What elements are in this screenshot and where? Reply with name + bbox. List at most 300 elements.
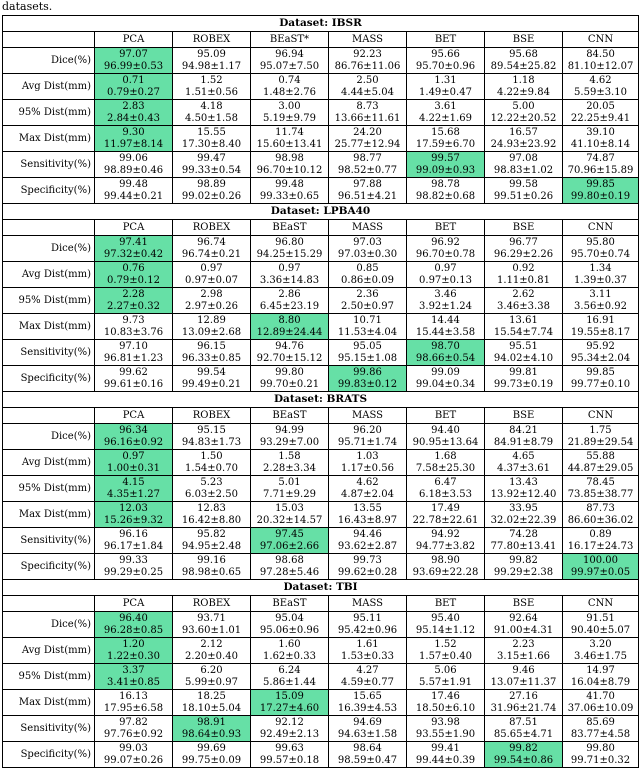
mean-std-value: 99.70±0.21 (259, 378, 320, 390)
mean-std-value: 5.57±1.91 (419, 676, 472, 688)
mean-std-value: 95.07±7.50 (259, 60, 320, 72)
value-cell (563, 638, 639, 664)
mean-std-value: 1.48±2.76 (263, 86, 316, 98)
mean-std-value: 98.82±0.68 (415, 190, 476, 202)
mean-std-value: 17.30±8.40 (181, 138, 242, 150)
value-cell (407, 366, 485, 392)
value-cell (251, 424, 329, 450)
mean-std-value: 4.22±1.69 (419, 112, 472, 124)
method-header: BSE (485, 220, 563, 236)
metric-label: Max Dist(mm) (3, 502, 95, 528)
median-value: 17.46 (431, 691, 460, 702)
mean-std-value: 99.09±0.93 (415, 164, 476, 176)
value-cell (173, 178, 251, 204)
value-cell (173, 476, 251, 502)
method-header: BEaST (251, 220, 329, 236)
mean-std-value: 90.40±5.07 (570, 624, 631, 636)
mean-std-value: 97.28±5.46 (259, 566, 320, 578)
median-value: 98.98 (275, 153, 304, 164)
method-header: ROBEX (173, 220, 251, 236)
metric-label: Avg Dist(mm) (3, 450, 95, 476)
median-value: 3.00 (278, 101, 301, 112)
mean-std-value: 1.17±0.56 (341, 462, 394, 474)
header-blank-cell (3, 596, 95, 612)
mean-std-value: 6.45±23.19 (259, 300, 320, 312)
mean-std-value: 99.77±0.10 (570, 378, 631, 390)
method-header: BET (407, 596, 485, 612)
value-cell (329, 742, 407, 768)
value-cell (95, 340, 173, 366)
median-value: 99.48 (275, 179, 304, 190)
value-cell (563, 502, 639, 528)
median-value: 97.41 (119, 237, 148, 248)
mean-std-value: 1.51±0.56 (185, 86, 238, 98)
metric-label: Dice(%) (3, 424, 95, 450)
mean-std-value: 4.35±1.27 (107, 488, 160, 500)
median-value: 1.58 (278, 451, 301, 462)
value-cell (251, 100, 329, 126)
table-row (3, 288, 639, 314)
mean-std-value: 1.00±0.31 (107, 462, 160, 474)
mean-std-value: 92.70±15.12 (256, 352, 323, 364)
metric-label: Sensitivity(%) (3, 716, 95, 742)
value-cell (173, 288, 251, 314)
value-cell (563, 262, 639, 288)
median-value: 2.23 (512, 639, 535, 650)
median-value: 96.77 (509, 237, 538, 248)
mean-std-value: 13.07±11.37 (490, 676, 557, 688)
mean-std-value: 99.33±0.54 (181, 164, 242, 176)
value-cell (407, 690, 485, 716)
mean-std-value: 18.10±5.04 (181, 702, 242, 714)
mean-std-value: 15.26±9.32 (103, 514, 164, 526)
metric-label: 95% Dist(mm) (3, 288, 95, 314)
mean-std-value: 96.70±10.12 (256, 164, 323, 176)
value-cell (407, 664, 485, 690)
value-cell (329, 450, 407, 476)
mean-std-value: 3.36±14.83 (259, 274, 320, 286)
value-cell (251, 152, 329, 178)
median-value: 15.65 (353, 691, 382, 702)
method-header-row (3, 220, 639, 236)
value-cell (407, 742, 485, 768)
method-header: BSE (485, 596, 563, 612)
value-cell (251, 742, 329, 768)
median-value: 1.34 (589, 263, 612, 274)
value-cell (173, 450, 251, 476)
median-value: 11.74 (275, 127, 304, 138)
table-row (3, 664, 639, 690)
mean-std-value: 98.52±0.77 (337, 164, 398, 176)
mean-std-value: 85.65±4.71 (493, 728, 554, 740)
median-value: 4.15 (122, 477, 145, 488)
median-value: 2.83 (122, 101, 145, 112)
median-value: 1.61 (356, 639, 379, 650)
median-value: 99.85 (586, 367, 615, 378)
mean-std-value: 94.83±1.73 (181, 436, 242, 448)
median-value: 1.50 (200, 451, 223, 462)
median-value: 27.16 (509, 691, 538, 702)
method-header: BEaST* (251, 32, 329, 48)
median-value: 2.62 (512, 289, 535, 300)
value-cell (251, 638, 329, 664)
median-value: 1.31 (434, 75, 457, 86)
metric-label: Max Dist(mm) (3, 690, 95, 716)
mean-std-value: 99.07±0.26 (103, 754, 164, 766)
mean-std-value: 1.49±0.47 (419, 86, 472, 98)
value-cell (251, 126, 329, 152)
table-row (3, 528, 639, 554)
median-value: 94.40 (431, 425, 460, 436)
mean-std-value: 84.91±8.79 (493, 436, 554, 448)
median-value: 1.52 (434, 639, 457, 650)
value-cell (251, 502, 329, 528)
value-cell (563, 664, 639, 690)
metric-label: 95% Dist(mm) (3, 476, 95, 502)
value-cell (173, 340, 251, 366)
value-cell (95, 152, 173, 178)
table-row (3, 48, 639, 74)
median-value: 99.85 (586, 179, 615, 190)
value-cell (407, 48, 485, 74)
mean-std-value: 16.04±8.79 (570, 676, 631, 688)
median-value: 6.47 (434, 477, 457, 488)
median-value: 99.80 (275, 367, 304, 378)
value-cell (173, 638, 251, 664)
table-row (3, 314, 639, 340)
median-value: 87.51 (509, 717, 538, 728)
value-cell (95, 528, 173, 554)
mean-std-value: 96.81±1.23 (103, 352, 164, 364)
value-cell (329, 100, 407, 126)
table-row (3, 74, 639, 100)
mean-std-value: 77.80±13.41 (490, 540, 557, 552)
mean-std-value: 86.76±11.06 (334, 60, 401, 72)
value-cell (251, 664, 329, 690)
metric-label: Dice(%) (3, 236, 95, 262)
mean-std-value: 70.96±15.89 (567, 164, 634, 176)
mean-std-value: 99.83±0.12 (337, 378, 398, 390)
dataset-title-row (3, 204, 639, 220)
median-value: 8.80 (278, 315, 301, 326)
value-cell (563, 152, 639, 178)
mean-std-value: 15.44±3.58 (415, 326, 476, 338)
median-value: 95.51 (509, 341, 538, 352)
median-value: 2.12 (200, 639, 223, 650)
median-value: 9.46 (512, 665, 535, 676)
mean-std-value: 98.89±0.46 (103, 164, 164, 176)
mean-std-value: 16.43±8.97 (337, 514, 398, 526)
median-value: 1.60 (278, 639, 301, 650)
value-cell (329, 476, 407, 502)
mean-std-value: 1.57±0.40 (419, 650, 472, 662)
value-cell (485, 340, 563, 366)
mean-std-value: 17.27±4.60 (259, 702, 320, 714)
mean-std-value: 90.95±13.64 (412, 436, 479, 448)
median-value: 33.95 (509, 503, 538, 514)
mean-std-value: 13.92±12.40 (490, 488, 557, 500)
median-value: 94.46 (353, 529, 382, 540)
method-header: ROBEX (173, 596, 251, 612)
value-cell (407, 126, 485, 152)
mean-std-value: 99.02±0.26 (181, 190, 242, 202)
value-cell (407, 100, 485, 126)
median-value: 99.47 (197, 153, 226, 164)
value-cell (173, 528, 251, 554)
median-value: 3.61 (434, 101, 457, 112)
median-value: 95.92 (586, 341, 615, 352)
table-row (3, 100, 639, 126)
median-value: 99.54 (197, 367, 226, 378)
mean-std-value: 15.60±13.41 (256, 138, 323, 150)
mean-std-value: 99.29±2.38 (493, 566, 554, 578)
value-cell (563, 554, 639, 580)
median-value: 0.97 (122, 451, 145, 462)
median-value: 3.20 (589, 639, 612, 650)
metric-label: Avg Dist(mm) (3, 638, 95, 664)
value-cell (251, 690, 329, 716)
median-value: 92.12 (275, 717, 304, 728)
method-header: BET (407, 408, 485, 424)
median-value: 95.15 (197, 425, 226, 436)
mean-std-value: 1.22±0.30 (107, 650, 160, 662)
mean-std-value: 93.69±22.28 (412, 566, 479, 578)
mean-std-value: 2.97±0.26 (185, 300, 238, 312)
median-value: 97.03 (353, 237, 382, 248)
median-value: 5.00 (512, 101, 535, 112)
mean-std-value: 95.70±0.96 (415, 60, 476, 72)
median-value: 92.23 (353, 49, 382, 60)
value-cell (563, 690, 639, 716)
mean-std-value: 98.59±0.47 (337, 754, 398, 766)
metric-label: 95% Dist(mm) (3, 100, 95, 126)
mean-std-value: 99.62±0.28 (337, 566, 398, 578)
value-cell (485, 74, 563, 100)
method-header-row (3, 408, 639, 424)
mean-std-value: 31.96±21.74 (490, 702, 557, 714)
mean-std-value: 7.58±25.30 (415, 462, 476, 474)
median-value: 3.37 (122, 665, 145, 676)
mean-std-value: 96.28±0.85 (103, 624, 164, 636)
median-value: 15.68 (431, 127, 460, 138)
value-cell (329, 262, 407, 288)
mean-std-value: 0.86±0.09 (341, 274, 394, 286)
value-cell (329, 340, 407, 366)
median-value: 4.62 (356, 477, 379, 488)
caption-fragment: datasets. (2, 0, 53, 13)
median-value: 100.00 (583, 555, 618, 566)
median-value: 1.03 (356, 451, 379, 462)
median-value: 94.69 (353, 717, 382, 728)
mean-std-value: 93.55±1.90 (415, 728, 476, 740)
mean-std-value: 99.44±0.21 (103, 190, 164, 202)
median-value: 1.52 (200, 75, 223, 86)
median-value: 12.89 (197, 315, 226, 326)
value-cell (485, 612, 563, 638)
value-cell (329, 366, 407, 392)
mean-std-value: 11.53±4.04 (337, 326, 398, 338)
median-value: 1.75 (589, 425, 612, 436)
median-value: 99.09 (431, 367, 460, 378)
mean-std-value: 96.17±1.84 (103, 540, 164, 552)
mean-std-value: 5.99±0.97 (185, 676, 238, 688)
mean-std-value: 91.00±4.31 (493, 624, 554, 636)
method-header: CNN (563, 596, 639, 612)
mean-std-value: 94.77±3.82 (415, 540, 476, 552)
mean-std-value: 3.46±3.38 (497, 300, 550, 312)
mean-std-value: 99.44±0.39 (415, 754, 476, 766)
mean-std-value: 16.42±8.80 (181, 514, 242, 526)
value-cell (95, 554, 173, 580)
median-value: 99.03 (119, 743, 148, 754)
mean-std-value: 24.93±23.92 (490, 138, 557, 150)
header-blank-cell (3, 32, 95, 48)
median-value: 96.74 (197, 237, 226, 248)
median-value: 99.62 (119, 367, 148, 378)
value-cell (485, 366, 563, 392)
mean-std-value: 4.22±9.84 (497, 86, 550, 98)
value-cell (173, 554, 251, 580)
median-value: 2.50 (356, 75, 379, 86)
metric-label: Dice(%) (3, 48, 95, 74)
value-cell (407, 450, 485, 476)
value-cell (563, 178, 639, 204)
median-value: 0.85 (356, 263, 379, 274)
table-row (3, 262, 639, 288)
mean-std-value: 18.50±6.10 (415, 702, 476, 714)
median-value: 17.49 (431, 503, 460, 514)
value-cell (173, 314, 251, 340)
metric-label: Sensitivity(%) (3, 152, 95, 178)
mean-std-value: 3.46±1.75 (574, 650, 627, 662)
median-value: 14.97 (586, 665, 615, 676)
value-cell (173, 126, 251, 152)
method-header: CNN (563, 220, 639, 236)
value-cell (563, 476, 639, 502)
median-value: 2.98 (200, 289, 223, 300)
value-cell (485, 126, 563, 152)
metric-label: Max Dist(mm) (3, 126, 95, 152)
metric-label: Max Dist(mm) (3, 314, 95, 340)
median-value: 2.28 (122, 289, 145, 300)
value-cell (563, 528, 639, 554)
median-value: 96.40 (119, 613, 148, 624)
median-value: 20.05 (586, 101, 615, 112)
value-cell (407, 74, 485, 100)
mean-std-value: 0.97±0.07 (185, 274, 238, 286)
mean-std-value: 12.89±24.44 (256, 326, 323, 338)
mean-std-value: 37.06±10.09 (567, 702, 634, 714)
median-value: 15.55 (197, 127, 226, 138)
value-cell (95, 236, 173, 262)
mean-std-value: 99.75±0.09 (181, 754, 242, 766)
value-cell (329, 74, 407, 100)
median-value: 98.68 (275, 555, 304, 566)
mean-std-value: 96.51±4.21 (337, 190, 398, 202)
table-row (3, 716, 639, 742)
mean-std-value: 97.03±0.30 (337, 248, 398, 260)
method-header: BSE (485, 32, 563, 48)
value-cell (95, 716, 173, 742)
table-row (3, 424, 639, 450)
mean-std-value: 2.27±0.32 (107, 300, 160, 312)
value-cell (407, 554, 485, 580)
mean-std-value: 98.64±0.93 (181, 728, 242, 740)
method-header: BEaST (251, 408, 329, 424)
value-cell (251, 340, 329, 366)
value-cell (407, 236, 485, 262)
dataset-title-row (3, 580, 639, 596)
table-row (3, 126, 639, 152)
median-value: 24.20 (353, 127, 382, 138)
median-value: 98.70 (431, 341, 460, 352)
method-header: MASS (329, 32, 407, 48)
method-header-row (3, 596, 639, 612)
mean-std-value: 81.10±12.07 (567, 60, 634, 72)
mean-std-value: 95.42±0.96 (337, 624, 398, 636)
median-value: 95.09 (197, 49, 226, 60)
table-body (3, 16, 639, 768)
table-row (3, 612, 639, 638)
median-value: 94.99 (275, 425, 304, 436)
value-cell (329, 424, 407, 450)
value-cell (485, 742, 563, 768)
median-value: 92.64 (509, 613, 538, 624)
median-value: 99.41 (431, 743, 460, 754)
median-value: 9.30 (122, 127, 145, 138)
value-cell (329, 502, 407, 528)
value-cell (329, 126, 407, 152)
mean-std-value: 15.54±7.74 (493, 326, 554, 338)
mean-std-value: 99.80±0.19 (570, 190, 631, 202)
value-cell (485, 502, 563, 528)
value-cell (173, 366, 251, 392)
median-value: 96.16 (119, 529, 148, 540)
mean-std-value: 13.66±11.61 (334, 112, 401, 124)
value-cell (329, 612, 407, 638)
median-value: 5.06 (434, 665, 457, 676)
median-value: 1.68 (434, 451, 457, 462)
mean-std-value: 95.06±0.96 (259, 624, 320, 636)
table-row (3, 236, 639, 262)
value-cell (251, 48, 329, 74)
method-header: BET (407, 220, 485, 236)
metric-label: Sensitivity(%) (3, 528, 95, 554)
mean-std-value: 4.37±3.61 (497, 462, 550, 474)
table-row (3, 554, 639, 580)
value-cell (329, 638, 407, 664)
mean-std-value: 97.06±2.66 (259, 540, 320, 552)
mean-std-value: 3.15±1.66 (497, 650, 550, 662)
mean-std-value: 99.51±0.26 (493, 190, 554, 202)
value-cell (251, 716, 329, 742)
mean-std-value: 99.29±0.25 (103, 566, 164, 578)
median-value: 13.55 (353, 503, 382, 514)
value-cell (95, 48, 173, 74)
value-cell (251, 314, 329, 340)
value-cell (485, 690, 563, 716)
median-value: 1.18 (512, 75, 535, 86)
mean-std-value: 17.59±6.70 (415, 138, 476, 150)
metric-label: Sensitivity(%) (3, 340, 95, 366)
method-header: PCA (95, 596, 173, 612)
value-cell (329, 554, 407, 580)
mean-std-value: 99.61±0.16 (103, 378, 164, 390)
value-cell (251, 288, 329, 314)
mean-std-value: 98.83±1.02 (493, 164, 554, 176)
mean-std-value: 95.15±1.08 (337, 352, 398, 364)
method-header: PCA (95, 408, 173, 424)
